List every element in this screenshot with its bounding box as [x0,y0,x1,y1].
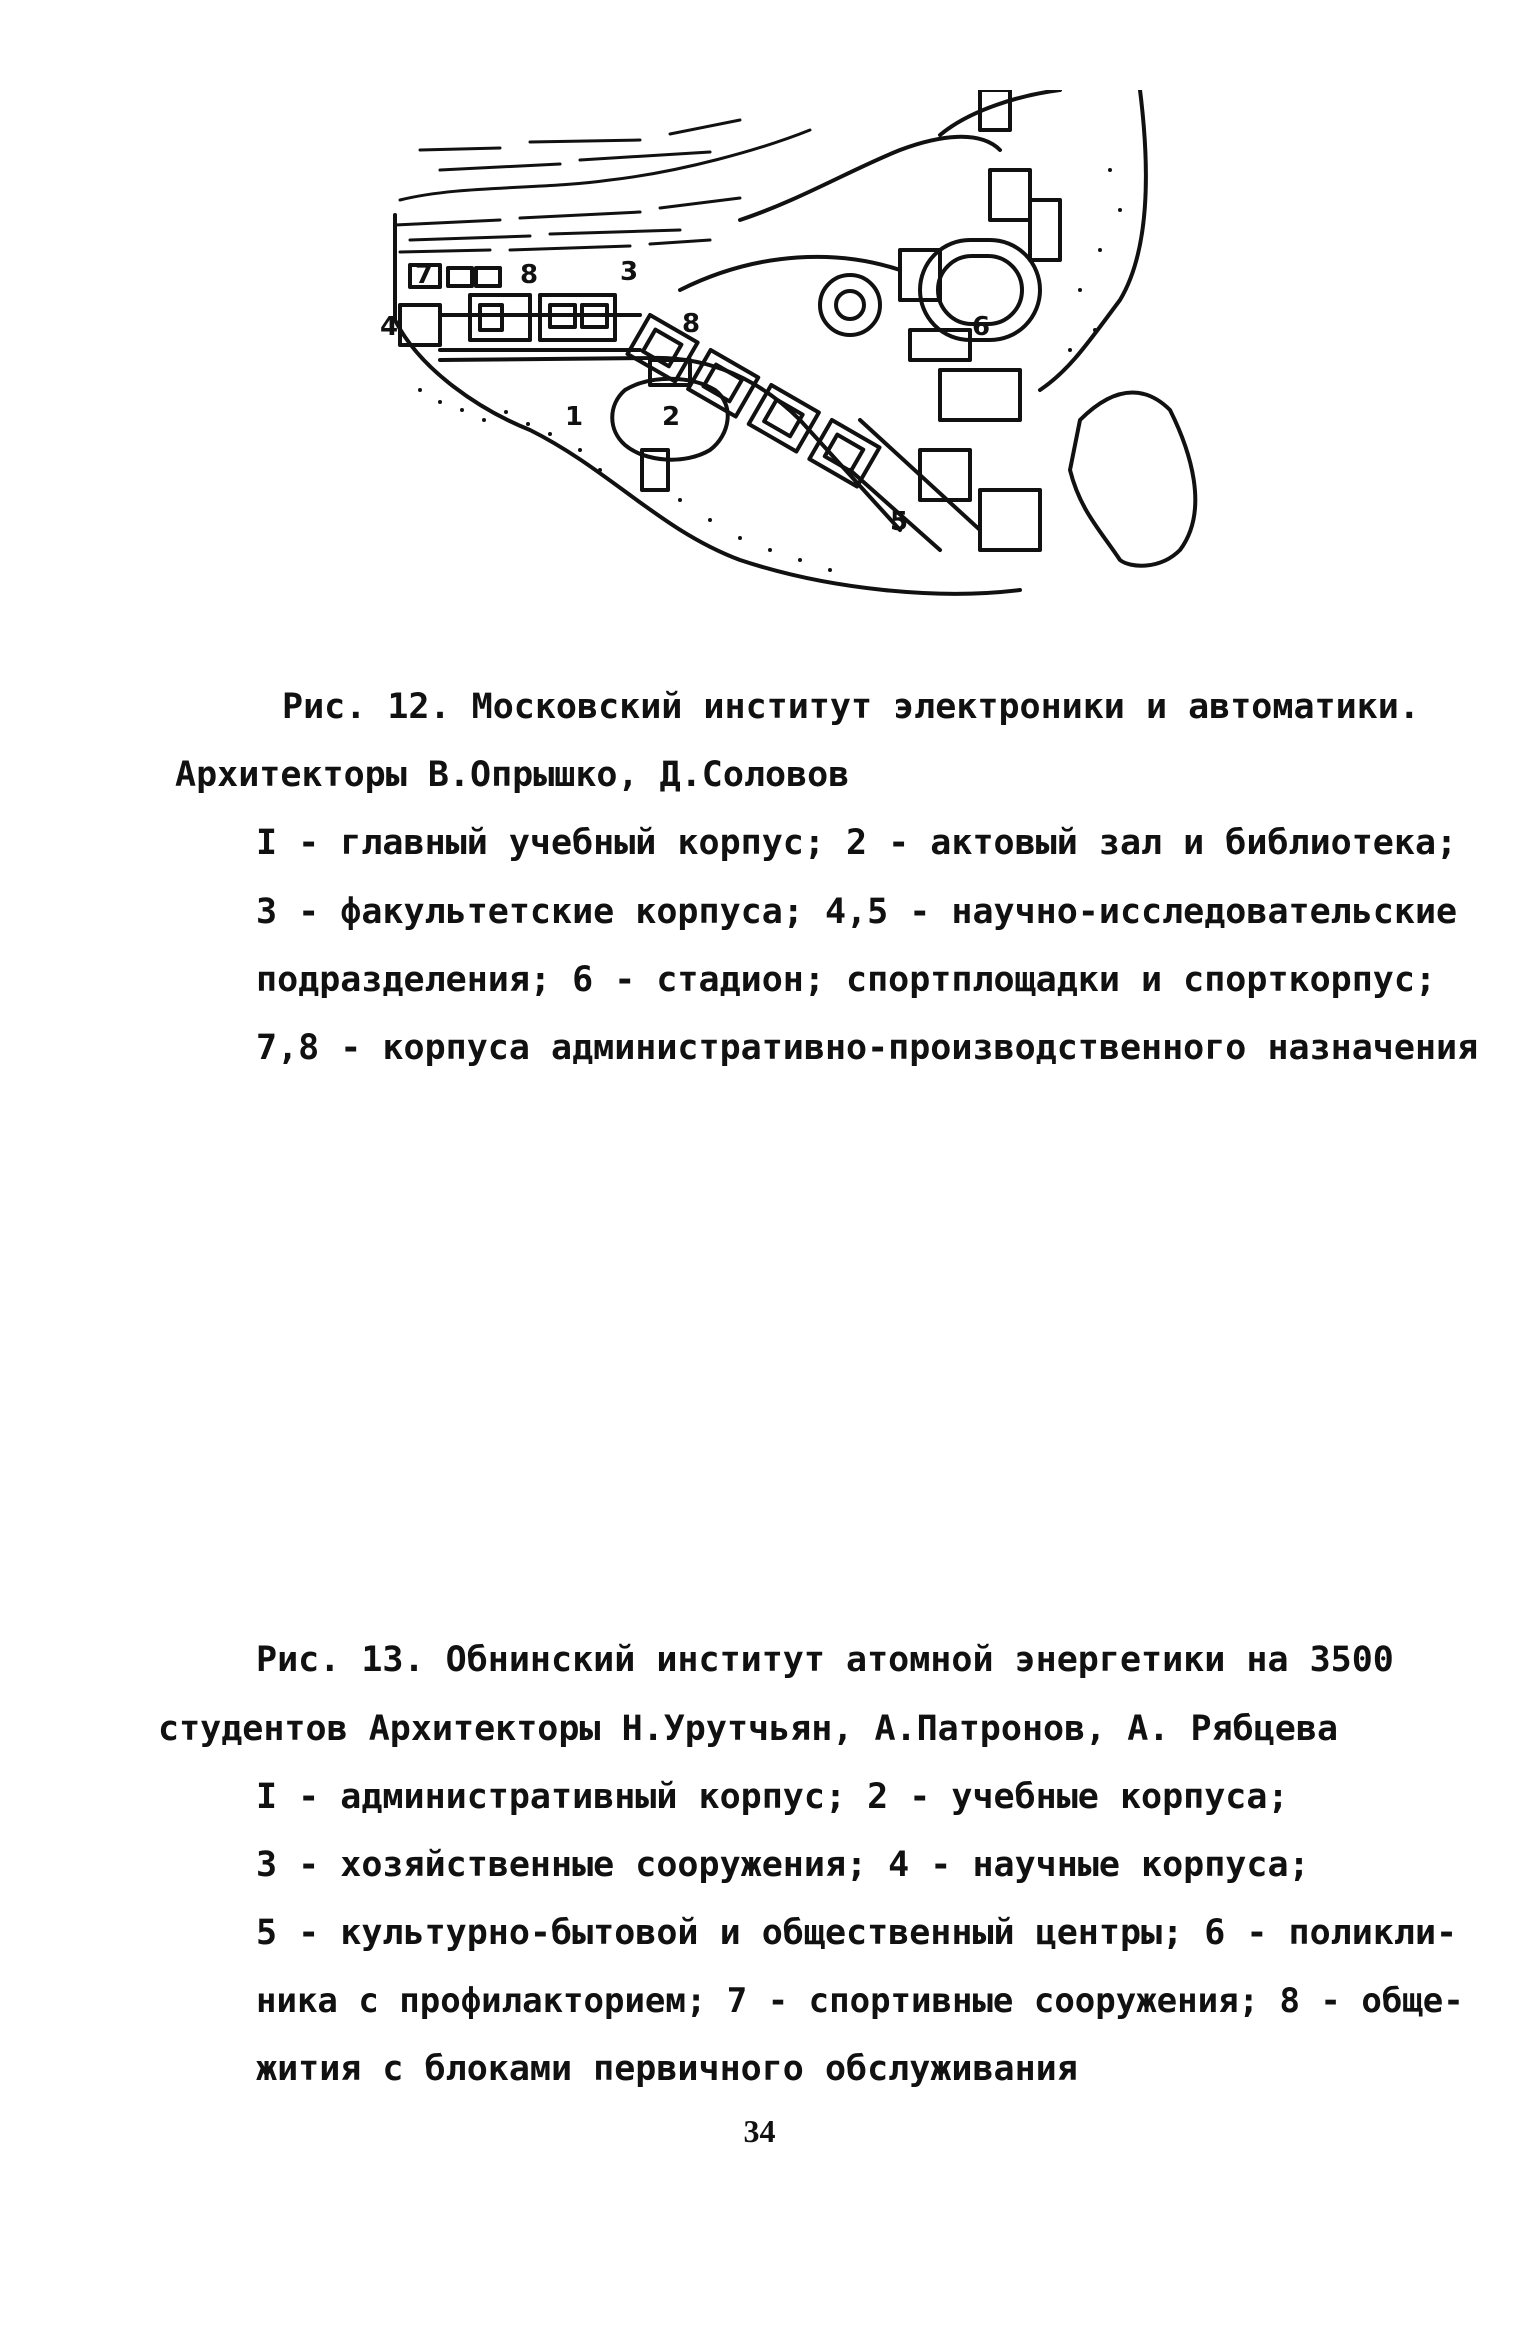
plan-label-6: 6 [972,312,991,342]
plan-label-3-diag: 8 [682,309,701,339]
figure-13-title-cont: студентов Архитекторы Н.Урутчьян, А.Патронов, А. Рябцева [158,1709,1339,1749]
plan-label-1: 1 [565,402,584,432]
figure-12-legend-line-4: 7,8 - корпуса административно-производственного назначения [256,1028,1479,1068]
figure-12-legend-line-3: подразделения; 6 - стадион; спортплощадки и спорткорпус; [256,960,1437,1000]
figure-13-legend-line-1: I - административный корпус; 2 - учебные корпуса; [256,1777,1289,1817]
page-number: 34 [743,2113,776,2149]
plan-label-3-top: 3 [620,257,639,287]
site-plan-drawing [380,90,1220,630]
figure-13-legend-line-2: 3 - хозяйственные сооружения; 4 - научные корпуса; [256,1845,1310,1885]
figure-12-site-plan [380,90,1220,630]
plan-label-4: 4 [380,312,399,342]
plan-label-8-top: 8 [520,260,539,290]
figure-13-legend-line-3: 5 - культурно-бытовой и общественный центры; 6 - поликли- [256,1913,1458,1953]
figure-12-legend-line-1: I - главный учебный корпус; 2 - актовый зал и библиотека; [256,823,1458,863]
figure-12-architects: Архитекторы В.Опрышко, Д.Соловов [175,755,850,795]
plan-label-5: 5 [890,507,909,537]
figure-13-legend-line-5: жития с блоками первичного обслуживания [256,2049,1078,2089]
figure-13-title: Рис. 13. Обнинский институт атомной энергетики на 3500 [256,1640,1394,1680]
plan-label-2: 2 [662,402,681,432]
figure-12-title: Рис. 12. Московский институт электроники и автоматики. [282,687,1420,727]
figure-12-legend-line-2: 3 - факультетские корпуса; 4,5 - научно-исследовательские [256,892,1458,932]
plan-label-7: 7 [415,260,434,290]
figure-13-legend-line-4: ника с профилакторием; 7 - спортивные сооружения; 8 - обще- [256,1981,1464,2021]
